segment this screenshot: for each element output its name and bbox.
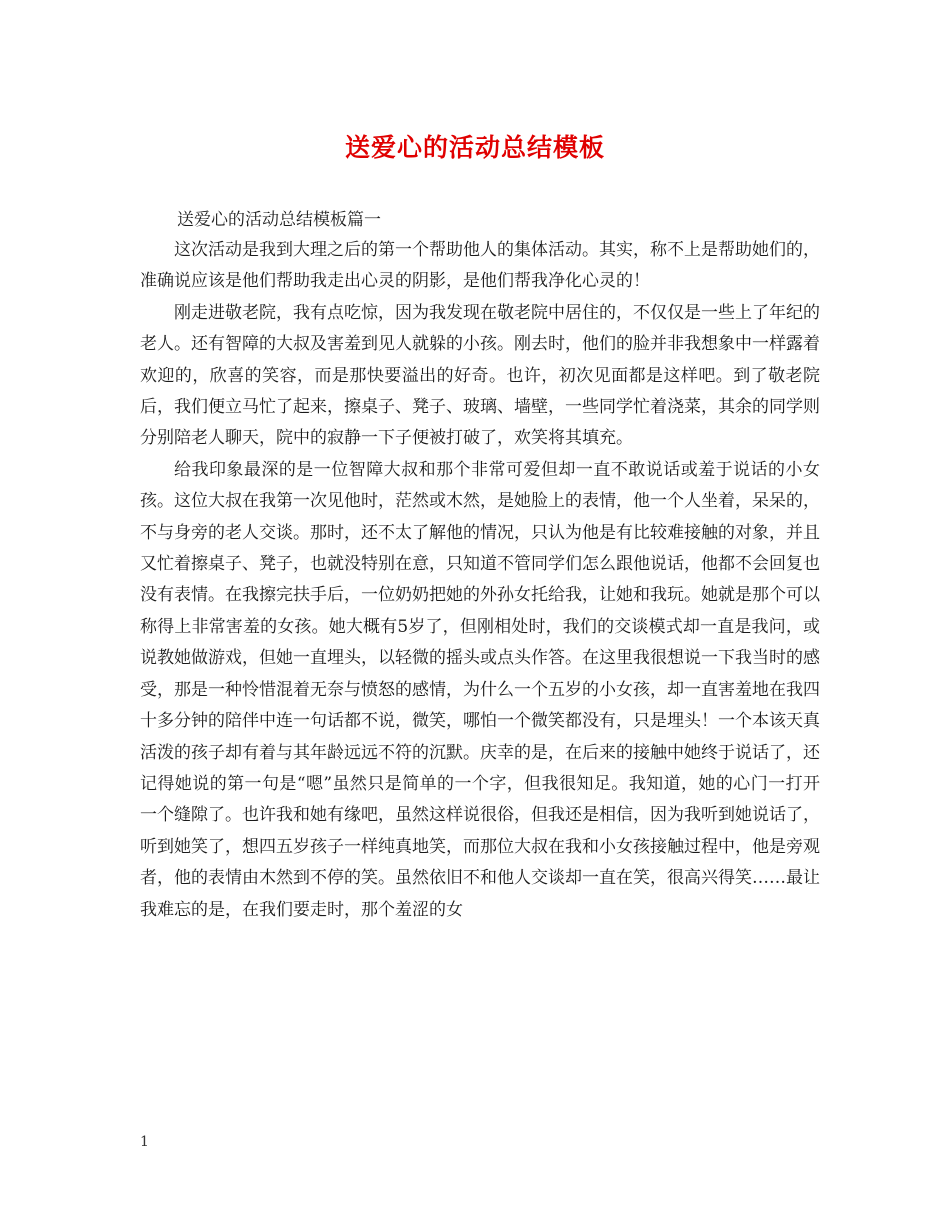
section-heading: 送爱心的活动总结模板篇一 [177, 210, 381, 230]
document-title: 送爱心的活动总结模板 [344, 133, 605, 162]
paragraph: 给我印象最深的是一位智障大叔和那个非常可爱但却一直不敢说话或羞于说话的小女孩。这位大叔在我第一次见他时，茫然或木然，是她脸上的表情，他一个人坐着，呆呆的，不与身旁的老人交谈。那时，还不太了解他的情况，只认为他是有比较难接触的对象，并且又忙着擦桌子、凳子，也就没特别在意，只知道不管同学们怎么跟他说话，他都不会回复也没有表情。在我擦完扶手后，一位奶奶把她的外孙女托给我，让她和我玩。她就是那个可以称得上非常害羞的女孩。她大概有5岁了，但刚相处时，我们的交谈模式却一直是我问，或说教她做游戏，但她一直埋头，以轻微的摇头或点头作答。在这里我很想说一下我当时的感受，那是一种怜惜混着无奈与愤怒的感情，为什么一个五岁的小女孩，却一直害羞地在我四十多分钟的陪伴中连一句话都不说，微笑，哪怕一个微笑都没有，只是埋头！一个本该天真活泼的孩子却有着与其年龄远远不符的沉默。庆幸的是，在后来的接触中她终于说话了，还记得她说的第一句是“嗯”虽然只是简单的一个字，但我很知足。我知道，她的心门一打开一个缝隙了。也许我和她有缘吧，虽然这样说很俗，但我还是相信，因为我听到她说话了，听到她笑了，想四五岁孩子一样纯真地笑，而那位大叔在我和小女孩接触过程中，他是旁观者，他的表情由木然到不停的笑。虽然依旧不和他人交谈却一直在笑，很高兴得笑……最让我难忘的是，在我们要走时，那个羞涩的女 [140, 459, 820, 920]
page-number: 1 [140, 1134, 149, 1150]
paragraph: 这次活动是我到大理之后的第一个帮助他人的集体活动。其实，称不上是帮助她们的，准确说应该是他们帮助我走出心灵的阴影，是他们帮我净化心灵的！ [140, 240, 820, 292]
paragraph: 刚走进敬老院，我有点吃惊，因为我发现在敬老院中居住的，不仅仅是一些上了年纪的老人。还有智障的大叔及害羞到见人就躲的小孩。刚去时，他们的脸并非我想象中一样露着欢迎的，欣喜的笑容，而是那快要溢出的好奇。也许，初次见面都是这样吧。到了敬老院后，我们便立马忙了起来，擦桌子、凳子、玻璃、墙壁，一些同学忙着浇菜，其余的同学则分别陪老人聊天，院中的寂静一下子便被打破了，欢笑将其填充。 [140, 302, 820, 449]
document-body [140, 235, 820, 926]
